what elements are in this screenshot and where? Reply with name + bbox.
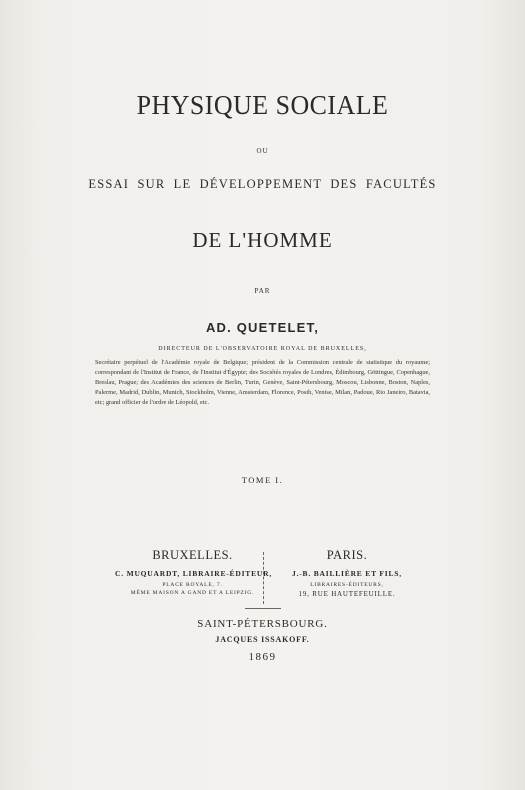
publisher-city: BRUXELLES. <box>152 548 233 562</box>
by-line: PAR <box>254 287 271 295</box>
publisher-address-2: 19, RUE HAUTEFEUILLE. <box>298 590 396 598</box>
book-subtitle: ESSAI SUR LE DÉVELOPPEMENT DES FACULTÉS <box>88 177 437 191</box>
publisher-address-2: MÊME MAISON A GAND ET A LEIPZIG. <box>130 590 255 596</box>
publisher-name: J.-B. BAILLIÈRE ET FILS, <box>292 569 402 578</box>
third-city: SAINT-PÉTERSBOURG. <box>197 618 328 630</box>
publisher-name: C. MUQUARDT, LIBRAIRE-ÉDITEUR, <box>115 569 272 578</box>
author-biography: Secrétaire perpétuel de l'Académie royale de Belgique; président de la Commission centrale de statistique du royaume; correspondant de l'Institut de France, de l'Institut d'Égypte; des Sociétés royales de Londres, Édimbourg, Göttingue, Copenhague, Breslau, Prague; des Académies des sciences de Berlin, Turin, Genève, Saint-Pétersbourg, Moscou, Lisbonne, Boston, Naples, Palerme, Madrid, Dublin, Munich, Stockholm, Vienne, Amsterdam, Florence, Posth, Venise, Milan, Padoue, Rio Janeiro, Batavia, etc; grand officier de l'ordre de Léopold, etc. <box>95 359 430 406</box>
publisher-address: PLACE ROYALE, 7. <box>162 582 223 588</box>
book-subtitle-2: DE L'HOMME <box>192 228 333 252</box>
publisher-left <box>115 548 270 596</box>
book-title: PHYSIQUE SOCIALE <box>136 90 389 120</box>
publisher-address: LIBRAIRES-ÉDITEURS, <box>310 582 384 588</box>
publication-year: 1869 <box>248 651 277 663</box>
author-title: DIRECTEUR DE L'OBSERVATOIRE ROYAL DE BRUXELLES, <box>158 346 367 352</box>
author-name: AD. QUETELET, <box>205 320 320 335</box>
third-publisher: JACQUES ISSAKOFF. <box>215 635 310 644</box>
publisher-city: PARIS. <box>326 548 368 562</box>
conjunction: OU <box>256 147 269 155</box>
divider-rule <box>245 608 281 609</box>
volume-label: TOME I. <box>241 475 284 485</box>
publisher-right <box>262 548 432 598</box>
